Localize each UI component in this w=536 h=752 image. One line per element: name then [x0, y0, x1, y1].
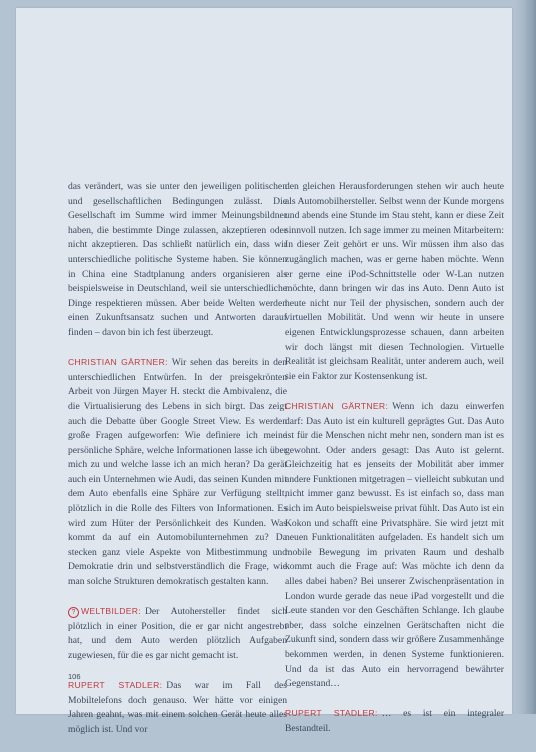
speaker-label: CHRISTIAN GÄRTNER:: [68, 357, 168, 368]
paragraph-text: … es ist ein integraler Bestandteil.: [285, 708, 505, 734]
paragraph-text: Wir sehen das bereits in den unterschiedlichen Entwürfen. In der preisgekrönten Arbeit von Jürgen Mayer H. steckt die Ambivalenz, die die Virtualisierung des Lebens in sich birgt. Das zeigt auch die Debatte über Google Street View. Es werden große Fragen aufgeworfen: Wie definiere ich meine persönliche Sphäre, welche Informationen lasse ich über mich zu und welche lasse ich an mich heran? Da gerät auch ein Unternehmen wie Audi, das seinen Kunden mit dem Auto ebenfalls eine Sphäre zur Verfügung stellt, plötzlich in die Rolle des Filters von Informationen. Es wird zum Hüter der Persönlichkeit des Kunden. Was kommt da auf ein Automobilunternehmen zu? Da stecken ganz viele Aspekte von Mitbestimmung und Demokratie drin und selbstverständlich die Frage, wie man solche Strukturen demokratisch gestalten kann.: [68, 357, 287, 588]
speaker-label: RUPERT STADLER:: [68, 680, 163, 691]
paragraph: [285, 706, 504, 736]
left-text-column: [68, 180, 287, 752]
page-edge-shadow: [514, 0, 536, 714]
paragraph-text: Der Autohersteller findet sich plötzlich in einer Position, die er gar nicht angestrebt hat, und dem Auto werden plötzlich Aufgaben zugewiesen, für die es gar nicht gemacht ist.: [68, 606, 287, 661]
paragraph-text: Wenn ich dazu einwerfen darf: Das Auto ist ein kulturell geprägtes Gut. Das Auto ist für die Menschen nicht mehr nen, sondern man ist es gewohnt. Oder anders gesagt: Das Auto ist gelernt. Gleichzeitig hat es jenseits der Mobilität aber immer andere Funktionen mitgetragen – vielleicht subkutan und nicht immer ganz bewusst. Es ist einfach so, dass man sich im Auto beispielsweise privat fühlt. Das Auto ist ein Kokon und schafft eine Privatsphäre. Sie wird jetzt mit neuen Funktionalitäten aufgeladen. Es handelt sich um mobile Bewegung im privaten Raum und deshalb kommt auch die Frage auf: Was möchte ich denn da alles dabei haben? Bei unserer Zwischenpräsentation in London wurde gerade das neue iPad vorgestellt und die Leute standen vor den Geschäften Schlange. Ich glaube aber, dass solche einzelnen Gerätschaften nicht die Zukunft sind, sondern dass wir größere Zusammenhänge bekommen werden, in denen Systeme funktionieren. Und da ist das Auto ein hervorragend bewährter Gegenstand…: [285, 400, 505, 690]
page-number: 106: [68, 672, 81, 681]
right-text-column: [285, 180, 504, 751]
paragraph: [68, 355, 287, 590]
speaker-label: WELTBILDER:: [81, 606, 141, 617]
paragraph-text: Das war im Fall des Mobiltelefons doch genauso. Wer hätte vor einigen Jahren geahnt, was mit einem solchen Gerät heute alles möglich ist. Und vor: [68, 680, 287, 735]
speaker-label: CHRISTIAN GÄRTNER:: [285, 400, 389, 411]
speaker-label: RUPERT STADLER:: [285, 708, 378, 719]
paragraph: den gleichen Herausforderungen stehen wir auch heute als Automobilhersteller. Selbst wenn der Kunde morgens und abends eine Stunde im Stau steht, kann er diese Zeit sinnvoll nutzen. Ich sage immer zu meinen Mitarbeitern: In dieser Zeit gehört er uns. Wir müssen ihm also das zugänglich machen, was er gerne haben möchte. Wenn er gerne eine iPod-Schnittstelle oder W-Lan nutzen möchte, dann bringen wir das ins Auto. Denn Auto ist heute nicht nur Teil der physischen, sondern auch der virtuellen Mobilität. Und wenn wir heute in unsere eigenen Entwicklungsprozesse schauen, dann arbeiten wir doch längst mit diesen Technologien. Virtuelle Realität ist gleichsam Realität, unter anderem auch, weil sie ein Faktor zur Kostensenkung ist.: [285, 181, 504, 382]
paragraph: das verändert, was sie unter den jeweiligen politischen und gesellschaftlichen Bedingungen zulässt. Die Gesellschaft im Summe wird immer Meinungsbildner haben, die bestimmte Dinge zulassen, akzeptieren oder nicht akzeptieren. Das schließt natürlich ein, dass wir unterschiedliche politische Systeme haben. Sie können in China eine Stadtplanung anders organisieren als beispielsweise in Deutschland, weil sie unterschiedliche Dinge respektieren müssen. Aber beide Welten werden einen Zukunftsansatz suchen und Antworten darauf finden – davon bin ich fest überzeugt.: [68, 181, 287, 338]
paragraph: [68, 678, 287, 737]
paragraph: [68, 604, 287, 663]
question-icon: ?: [68, 607, 79, 618]
paragraph: [285, 399, 504, 692]
